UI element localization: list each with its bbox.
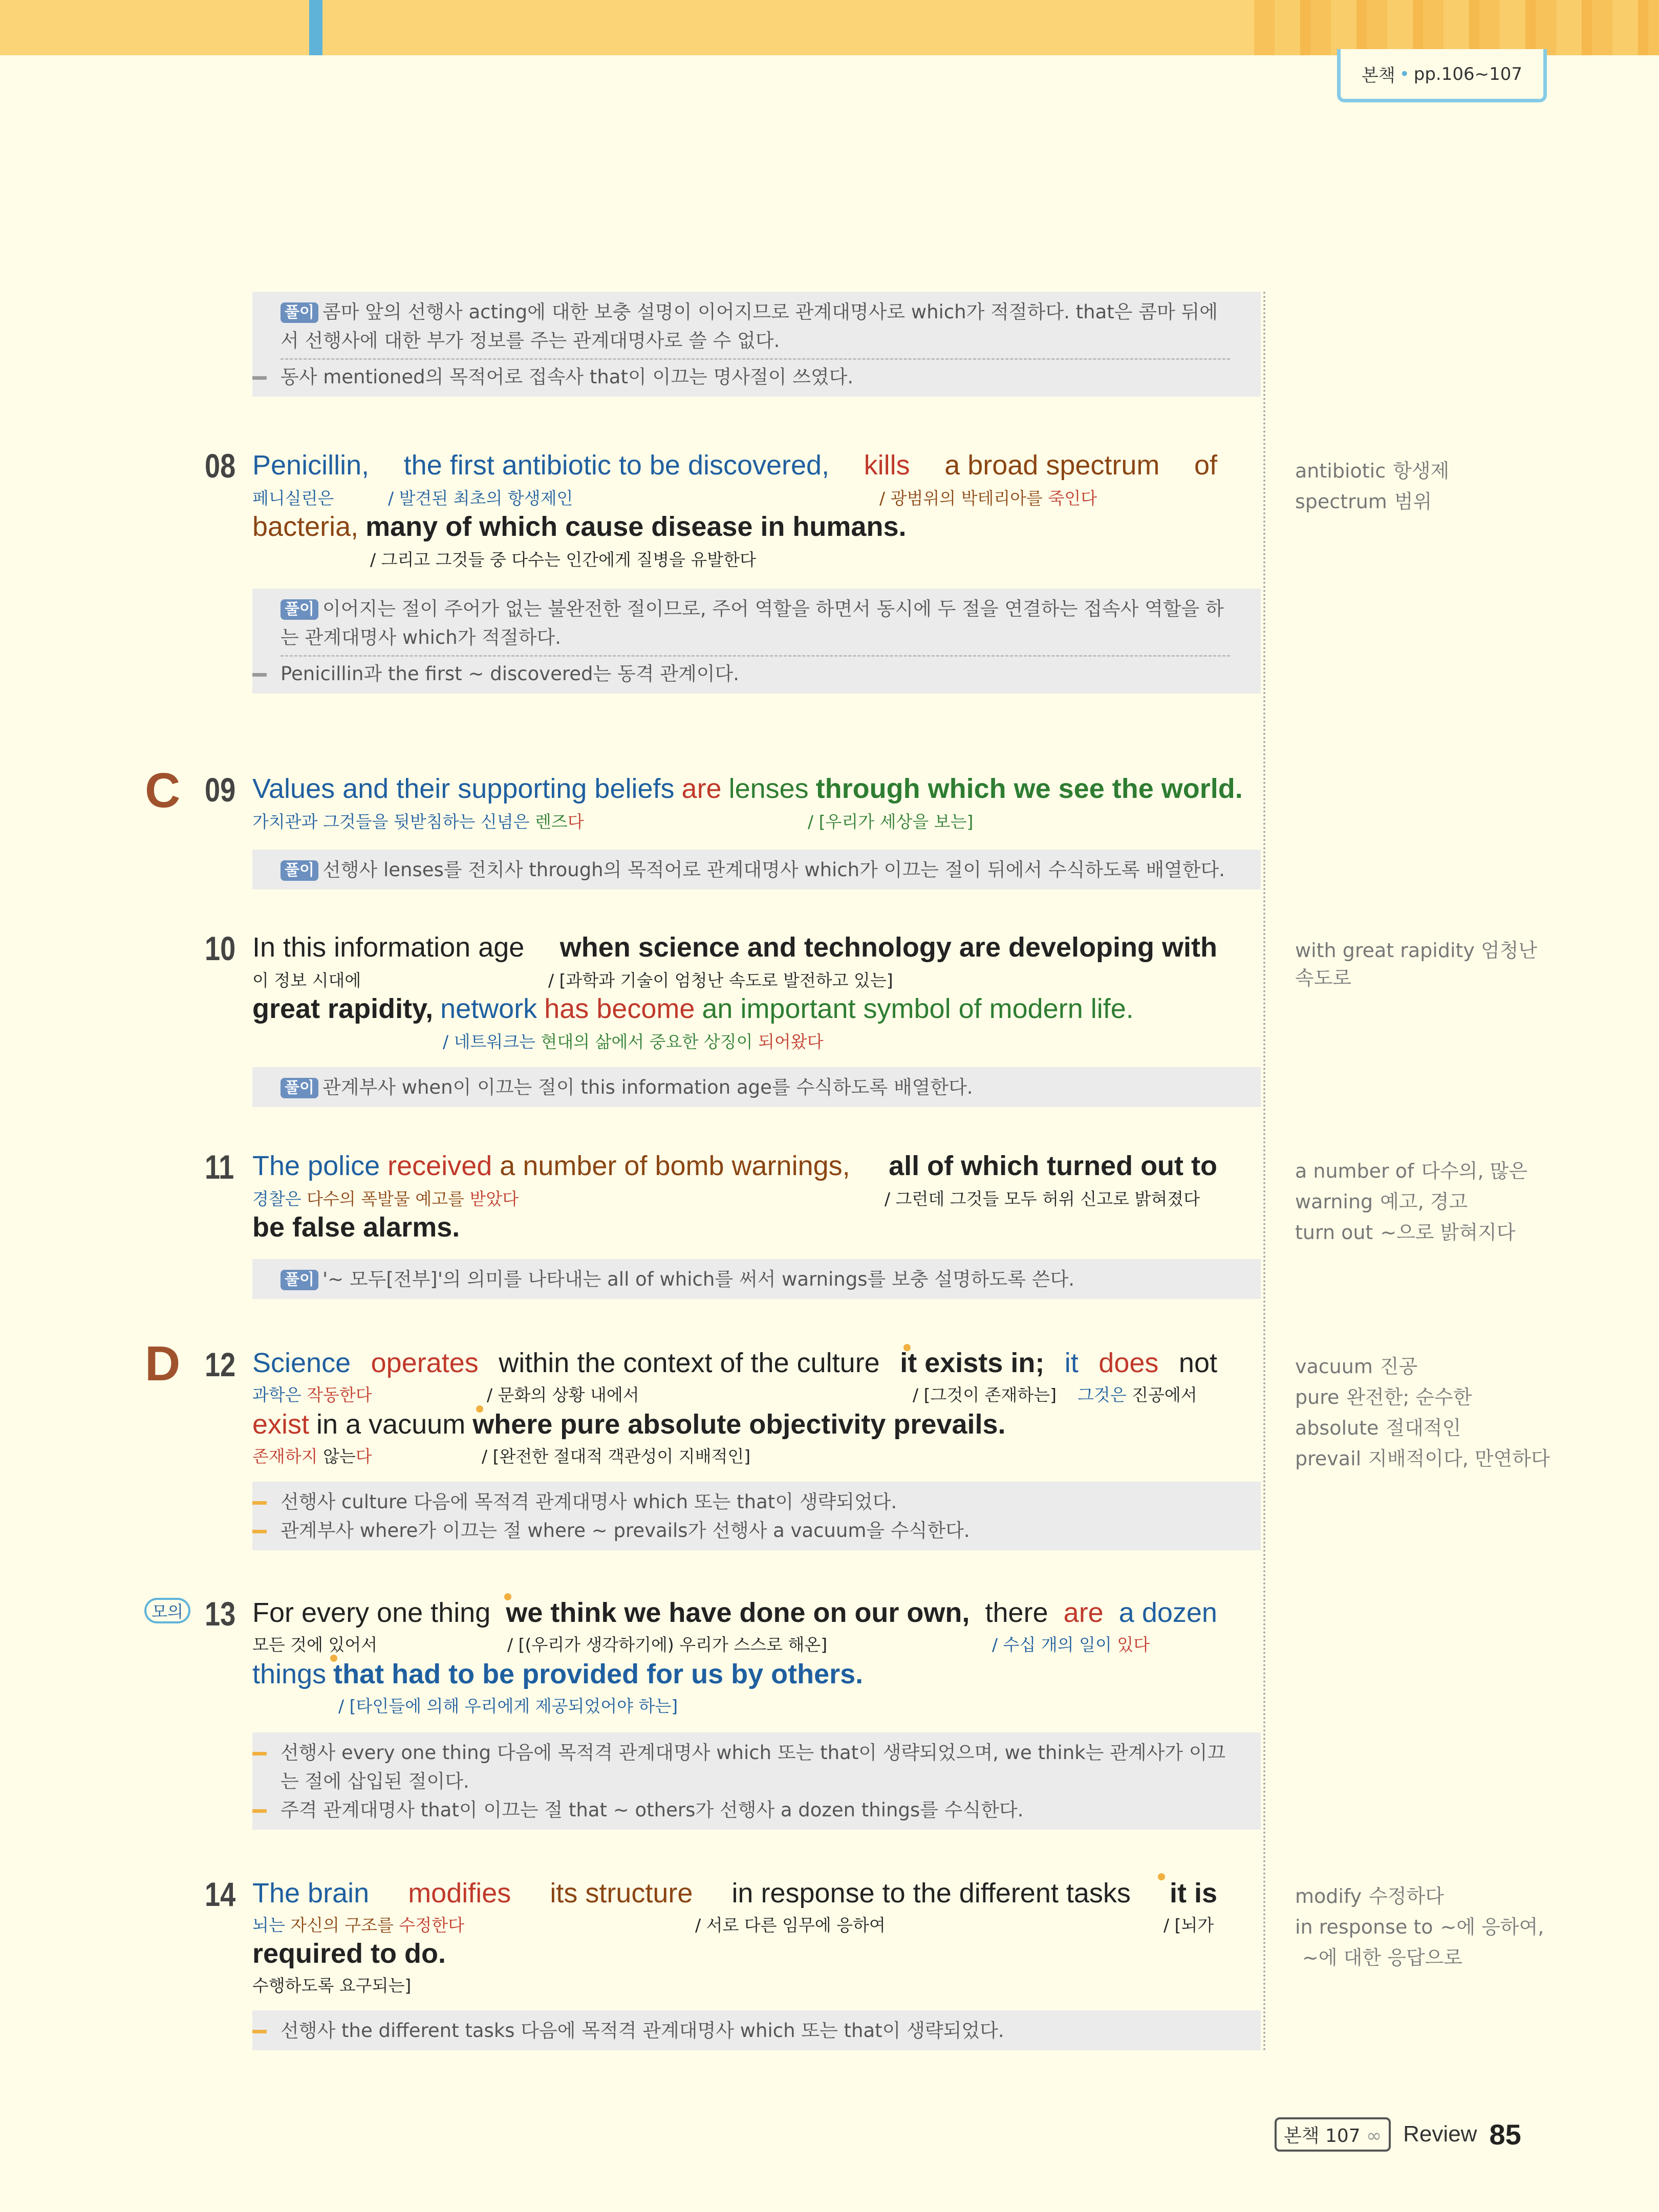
translation-part: / 서로 다른 임무에 응하여 (695, 1915, 886, 1935)
page-ref-pages: pp.106~107 (1413, 63, 1523, 84)
translation-part: / [뇌가 (1164, 1915, 1214, 1935)
sentence-line (252, 1211, 1217, 1243)
phrase-verb: operates (371, 1348, 479, 1378)
mock-exam-badge: 모의 (144, 1598, 190, 1623)
translation-part: 모든 것에 있어서 (252, 1635, 378, 1655)
sentence-line (252, 1877, 1217, 1909)
phrase-verb: are (681, 773, 722, 804)
phrase-subject: network (440, 993, 537, 1024)
item-number: 09 (205, 771, 236, 809)
page-number: 85 (1489, 2118, 1521, 2151)
banner-decoration (1254, 0, 1659, 55)
explain-badge: 풀이 (281, 860, 318, 881)
page-ref-book: 본책 (1361, 66, 1395, 86)
translation-part: 가치관과 그것들을 뒷받침하는 신념은 (252, 812, 535, 832)
sentence-line (252, 931, 1217, 963)
footer-ref-text: 본책 107 (1284, 2125, 1361, 2146)
explain-box-10 (252, 1067, 1261, 1107)
phrase-verb: modifies (408, 1878, 511, 1909)
sentence-line (252, 1347, 1217, 1379)
explain-text: 는 관계대명사 which가 적절하다. (281, 626, 561, 648)
phrase-relative-clause: many of which cause disease in humans. (365, 511, 907, 542)
phrase-relative-clause-end: great rapidity, (252, 993, 434, 1024)
vocab-term: pure (1295, 1386, 1340, 1408)
vocab-side-08 (1295, 456, 1449, 517)
phrase-adverbial: For every one thing (252, 1597, 491, 1628)
item-number: 10 (205, 929, 236, 967)
explain-note: Penicillin과 the first ~ discovered는 동격 관계이다. (281, 660, 1230, 688)
phrase-relative-clause: all of which turned out to (889, 1151, 1217, 1181)
translation-part: / 그런데 그것들 모두 허위 신고로 밝혀졌다 (885, 1189, 1200, 1209)
translation-part: 수행하도록 요구되는] (252, 1976, 412, 1996)
vocab-side-14 (1295, 1881, 1544, 1973)
vocab-entry: with great rapidity 엄청난 (1295, 939, 1538, 962)
vocab-side-11 (1295, 1156, 1527, 1248)
phrase-relative-clause: where pure absolute objectivity prevails. (472, 1409, 1006, 1440)
vocab-term: warning (1295, 1190, 1373, 1213)
phrase-relative-clause-end: required to do. (252, 1938, 446, 1969)
explain-box-07 (252, 292, 1261, 397)
phrase-complement: an important symbol of modern life. (702, 993, 1134, 1024)
explain-box-09 (252, 850, 1261, 890)
translation-part: 받았다 (469, 1189, 519, 1209)
phrase-verb-2: does (1098, 1348, 1159, 1378)
phrase-relative-clause: when science and technology are developing with (559, 932, 1217, 963)
translation-part: 페니실린은 (252, 488, 334, 508)
phrase-adverbial: In this information age (252, 932, 525, 963)
vocab-side-12 (1295, 1351, 1550, 1474)
explain-note: 선행사 culture 다음에 목적격 관계대명사 which 또는 that이 생략되었다. (281, 1488, 1230, 1516)
translation-part: / 광범위의 박테리아를 (879, 488, 1048, 508)
explain-badge: 풀이 (281, 599, 318, 620)
phrase-object: a broad spectrum (944, 450, 1160, 481)
vocab-meaning: 예고, 경고 (1380, 1190, 1468, 1213)
page-footer (1275, 2115, 1521, 2154)
sentence-line (252, 993, 1217, 1025)
explain-badge: 풀이 (281, 302, 318, 323)
phrase-verb: are (1063, 1597, 1104, 1628)
translation-part: 다 (355, 1446, 372, 1466)
translation-part: / 수십 개의 일이 (992, 1635, 1117, 1655)
phrase-complement: lenses (728, 773, 809, 804)
phrase-adverbial: within the context of the culture (499, 1348, 880, 1378)
phrase-appositive: the first antibiotic to be discovered, (403, 450, 830, 481)
translation-part: 현대의 삶에서 중요한 상징이 (541, 1032, 758, 1052)
translation-part: 수정한다 (399, 1915, 465, 1935)
vocab-meaning: ~으로 밝혀지다 (1380, 1221, 1516, 1244)
translation-part: 과학은 (252, 1385, 307, 1405)
vocab-meaning: 절대적인 (1386, 1417, 1461, 1439)
vocab-term: prevail (1295, 1447, 1362, 1470)
explain-text: '~ 모두[전부]'의 의미를 나타내는 all of which를 써서 warnings를 보충 설명하도록 쓴다. (322, 1268, 1074, 1290)
sentence-line (252, 1597, 1217, 1629)
explain-text: 관계부사 when이 이끄는 절이 this information age를 수식하도록 배열한다. (322, 1076, 973, 1098)
sentence-line (252, 511, 1217, 543)
explain-text: 서 선행사에 대한 부가 정보를 주는 관계대명사로 쓸 수 없다. (281, 330, 780, 352)
link-icon: ∞ (1366, 2125, 1382, 2146)
translation-part: / [(우리가 생각하기에) 우리가 스스로 해온] (507, 1635, 828, 1655)
explain-text: 이어지는 절이 주어가 없는 불완전한 절이므로, 주어 역할을 하면서 동시에 두 절을 연결하는 접속사 역할을 하 (322, 598, 1224, 620)
explain-note: 선행사 every one thing 다음에 목적격 관계대명사 which 또는 that이 생략되었으며, we think는 관계사가 이끄 (281, 1739, 1230, 1767)
dashed-divider (281, 655, 1230, 657)
phrase-adverbial: in a vacuum (316, 1409, 466, 1440)
phrase-verb: has become (544, 993, 695, 1024)
translation-part: / 그리고 그것들 중 다수는 인간에게 질병을 유발한다 (370, 550, 756, 570)
phrase-negation: not (1178, 1348, 1217, 1378)
vocab-term: a number of (1295, 1160, 1414, 1182)
section-letter-d: D (145, 1336, 181, 1391)
page-reference-tab (1337, 49, 1547, 102)
item-number: 11 (205, 1148, 234, 1186)
translation-part: / 발견된 최초의 항생제인 (388, 488, 573, 508)
explain-badge: 풀이 (281, 1078, 318, 1098)
sentence-line (252, 1150, 1217, 1182)
translation-part: 경찰은 (252, 1189, 307, 1209)
phrase-verb: kills (864, 450, 910, 481)
explain-note: 선행사 the different tasks 다음에 목적격 관계대명사 which 또는 that이 생략되었다. (281, 2016, 1230, 2045)
vocab-meaning: 범위 (1394, 490, 1432, 513)
vocab-meaning: 수정하다 (1369, 1885, 1444, 1907)
item-number: 13 (205, 1595, 236, 1633)
explain-box-12 (252, 1482, 1261, 1550)
vocab-entry: 속도로 (1295, 967, 1352, 989)
phrase-adverbial: in response to the different tasks (731, 1878, 1131, 1909)
translation-part: 다 (567, 812, 584, 832)
footer-book-ref (1275, 2117, 1391, 2152)
phrase-object: its structure (550, 1878, 693, 1909)
vocab-meaning: 지배적이다, 만연하다 (1368, 1447, 1550, 1470)
vocab-meaning: 항생제 (1393, 460, 1450, 482)
sentence-line (252, 773, 1243, 805)
vocab-meaning: ~에 응하여, (1440, 1916, 1544, 1938)
phrase-subject: Science (252, 1348, 351, 1378)
explain-text: 콤마 앞의 선행사 acting에 대한 보충 설명이 이어지므로 관계대명사로 which가 적절하다. that은 콤마 뒤에 (322, 301, 1218, 323)
phrase-relative-clause-end: be false alarms. (252, 1212, 460, 1243)
phrase-subject: The police (252, 1151, 380, 1181)
phrase-subject: Values and their supporting beliefs (252, 773, 675, 804)
item-number: 14 (205, 1875, 236, 1913)
phrase-subject: The brain (252, 1878, 370, 1909)
phrase-relative-clause: it is (1169, 1878, 1217, 1909)
vocab-term: in response to (1295, 1916, 1433, 1938)
explain-text: 는 절에 삽입된 절이다. (281, 1770, 469, 1792)
vocab-meaning: 완전한; 순수한 (1346, 1386, 1472, 1408)
explain-note: 주격 관계대명사 that이 이끄는 절 that ~ others가 선행사 a dozen things를 수식한다. (281, 1796, 1230, 1825)
phrase-relative-clause: it exists in; (900, 1348, 1045, 1378)
translation-part: 뇌는 (252, 1915, 291, 1935)
dot-separator: • (1399, 63, 1410, 84)
vocab-side-10 (1295, 937, 1537, 992)
translation-part: 않는 (323, 1446, 356, 1466)
explain-box-11 (252, 1259, 1261, 1299)
sentence-line (252, 1658, 1217, 1690)
translation-part: 작동한다 (307, 1385, 372, 1405)
dashed-divider (281, 358, 1230, 360)
phrase-relative-clause: we think we have done on our own, (506, 1597, 970, 1628)
vocab-term: turn out (1295, 1221, 1373, 1244)
section-letter-c: C (145, 763, 181, 818)
vocab-term: modify (1295, 1885, 1362, 1907)
translation-part: / 네트워크는 (443, 1032, 541, 1052)
sentence-line (252, 1408, 1217, 1440)
translation-part: 자신의 구조를 (290, 1915, 399, 1935)
translation-part: / [타인들에 의해 우리에게 제공되었어야 하는] (338, 1696, 678, 1716)
translation-part: / [완전한 절대적 객관성이 지배적인] (482, 1446, 751, 1466)
translation-part: 진공에서 (1132, 1385, 1197, 1405)
translation-part: / [과학과 기술이 엄청난 속도로 발전하고 있는] (548, 970, 893, 990)
footer-review-label: Review (1403, 2121, 1477, 2146)
phrase-expletive: there (985, 1597, 1048, 1628)
vocab-term: vacuum (1295, 1355, 1373, 1378)
translation-part: / [우리가 세상을 보는] (808, 812, 974, 832)
translation-part: 죽인다 (1048, 488, 1097, 508)
vocab-term: spectrum (1295, 490, 1387, 513)
phrase-object: a number of bomb warnings, (500, 1151, 850, 1181)
explain-badge: 풀이 (281, 1270, 318, 1290)
translation-part: 다수의 폭발물 예고를 (307, 1189, 470, 1209)
explain-text: 선행사 lenses를 전치사 through의 목적어로 관계대명사 which가 이끄는 절이 뒤에서 수식하도록 배열한다. (322, 859, 1225, 881)
translation-part: 존재하지 (252, 1446, 324, 1466)
phrase-subject: Penicillin, (252, 450, 370, 481)
translation-part: / [그것이 존재하는] (913, 1385, 1057, 1405)
banner-blue-stripe (309, 0, 322, 55)
phrase-subject-2: it (1064, 1348, 1079, 1378)
phrase-verb: received (387, 1151, 492, 1181)
vocab-term: absolute (1295, 1417, 1379, 1439)
vocab-term: antibiotic (1295, 460, 1386, 482)
top-banner (0, 0, 1659, 55)
translation-part: 되어왔다 (758, 1032, 824, 1052)
explain-note: 관계부사 where가 이끄는 절 where ~ prevails가 선행사 a vacuum을 수식한다. (281, 1516, 1230, 1545)
explain-box-13 (252, 1732, 1261, 1830)
phrase-verb-end: exist (252, 1409, 310, 1440)
item-number: 12 (205, 1346, 236, 1383)
sentence-line (252, 449, 1217, 481)
vocab-meaning: ~에 대한 응답으로 (1302, 1946, 1462, 1969)
sentence-line (252, 1938, 1217, 1969)
phrase-object-end: bacteria, (252, 511, 359, 542)
phrase-relative-clause: that had to be provided for us by others. (333, 1659, 864, 1689)
item-number: 08 (205, 447, 236, 485)
vocab-meaning: 다수의, 많은 (1421, 1160, 1528, 1182)
translation-part: 그것은 (1078, 1385, 1132, 1405)
column-divider (1263, 292, 1265, 2052)
phrase-relative-clause: through which we see the world. (815, 773, 1243, 804)
phrase-object-cont: of (1194, 450, 1217, 481)
explain-box-14 (252, 2010, 1261, 2050)
translation-part: 이 정보 시대에 (252, 970, 361, 990)
translation-part: 렌즈 (535, 812, 568, 832)
explain-box-08 (252, 589, 1261, 693)
phrase-subject-end: things (252, 1659, 327, 1689)
vocab-meaning: 진공 (1380, 1355, 1418, 1378)
explain-note: 동사 mentioned의 목적어로 접속사 that이 이끄는 명사절이 쓰였다. (281, 363, 1230, 392)
translation-part: 있다 (1117, 1635, 1150, 1655)
translation-part: / 문화의 상황 내에서 (487, 1385, 639, 1405)
phrase-subject: a dozen (1118, 1597, 1217, 1628)
